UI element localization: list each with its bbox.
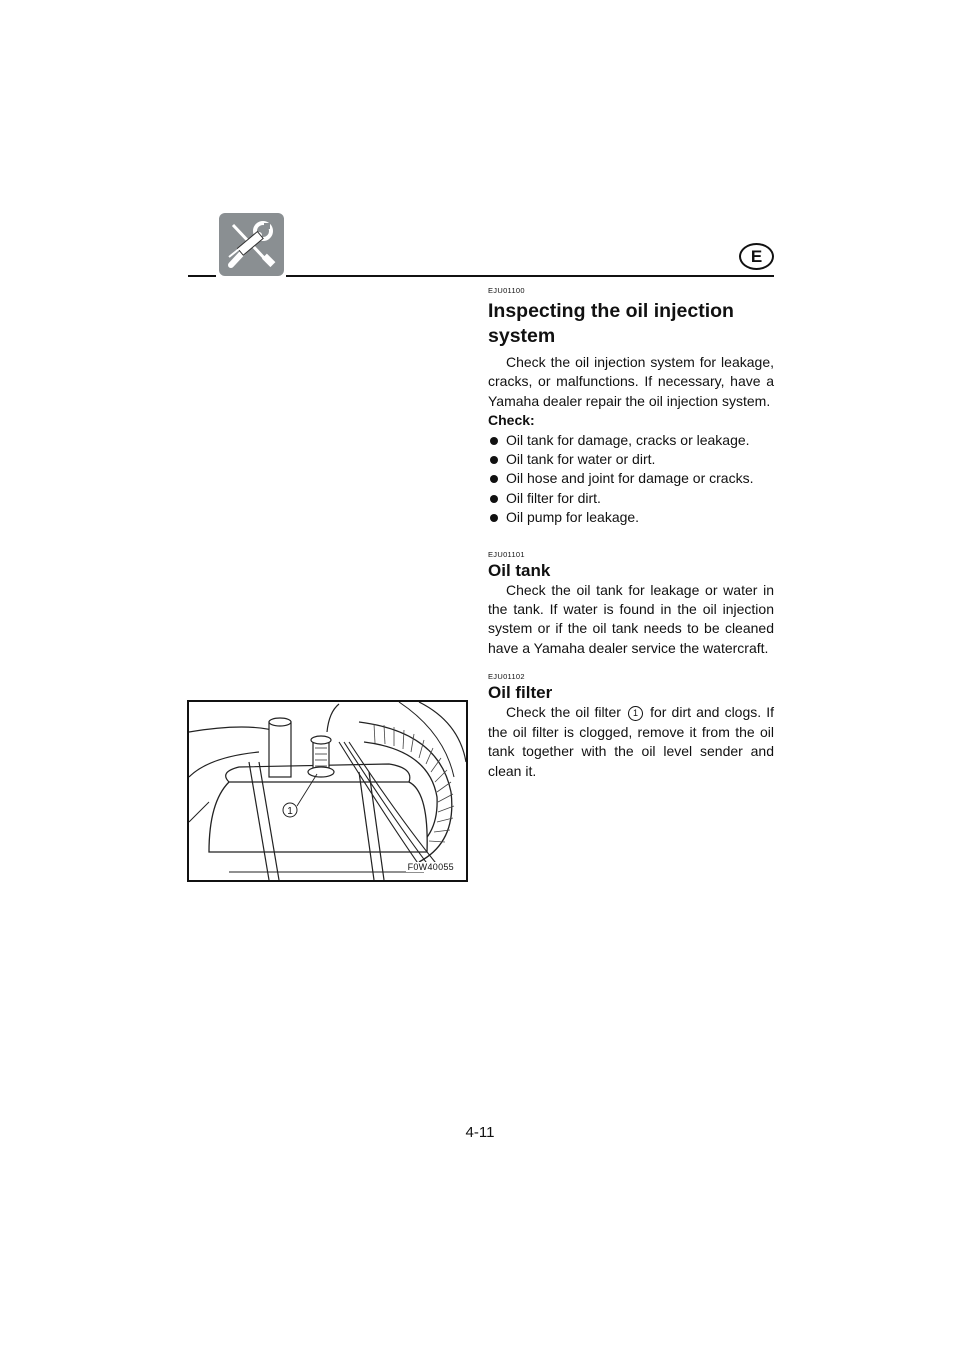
figure-callout: 1 bbox=[287, 806, 293, 817]
check-item: Oil tank for damage, cracks or leakage. bbox=[488, 431, 774, 450]
check-item: Oil tank for water or dirt. bbox=[488, 450, 774, 469]
section-body: Check the oil injection system for leakage, cracks, or malfunctions. If necessary, have a Yamaha dealer repair the oil injection system. bbox=[488, 354, 774, 409]
body-text: Check the oil filter bbox=[506, 704, 621, 721]
language-badge: E bbox=[739, 243, 774, 270]
header-rule-left bbox=[188, 275, 216, 277]
figure-code: F0W40055 bbox=[407, 862, 454, 872]
main-content bbox=[488, 286, 774, 781]
section-code: EJU01100 bbox=[488, 286, 525, 295]
oil-filter-figure bbox=[187, 700, 468, 882]
section-body bbox=[488, 703, 774, 781]
section-code: EJU01101 bbox=[488, 549, 525, 559]
callout-ref: 1 bbox=[628, 706, 643, 721]
check-item: Oil hose and joint for damage or cracks. bbox=[488, 469, 774, 488]
maintenance-tools-icon bbox=[219, 213, 284, 276]
check-label: Check: bbox=[488, 412, 535, 429]
oil-tank-illustration bbox=[189, 702, 466, 880]
header-rule-right bbox=[286, 275, 774, 277]
check-item: Oil pump for leakage. bbox=[488, 508, 774, 527]
page-number: 4-11 bbox=[465, 1124, 495, 1141]
section-code: EJU01102 bbox=[488, 672, 525, 682]
section-body: Check the oil tank for leakage or water in the tank. If water is found in the oil injection system or if the oil tank needs to be cleaned have a Yamaha dealer service the watercraft. bbox=[488, 581, 774, 656]
section-title: Inspecting the oil injection system bbox=[488, 300, 734, 347]
check-item: Oil filter for dirt. bbox=[488, 489, 774, 508]
body-text: for dirt and clogs. If the oil filter is clogged, remove it from the oil tank together with the oil level sender and clean it. bbox=[488, 704, 775, 779]
section-title: Oil tank bbox=[488, 560, 551, 580]
section-title: Oil filter bbox=[488, 683, 553, 703]
check-list bbox=[488, 431, 774, 528]
